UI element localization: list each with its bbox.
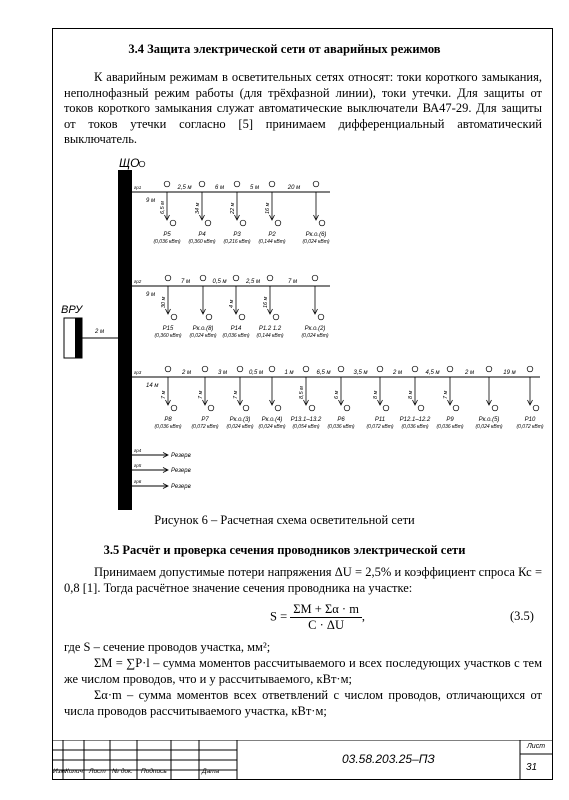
consumer-name-1-4: Р2 [268,232,276,238]
reserve-feeder-3: гр6 [134,479,142,484]
consumer-name-3-7: Р11 [374,417,386,423]
col-izm: Изм. [53,768,67,775]
feeder-first-length-3: 14 м [146,383,159,389]
consumer-power-2-3: (0,036 кВт) [222,333,250,339]
consumer-power-1-1: (0,036 кВт) [153,239,181,245]
col-signature: Подпись [141,768,167,775]
segment-length-3-5: 6,5 м [316,370,331,376]
where-line-1: где S – сечение проводов участка, мм²; [64,640,271,654]
consumer-name-1-3: Р3 [233,232,241,238]
reserve-label-1: Резерв [171,453,191,459]
feeder-first-length-1: 9 м [146,198,156,204]
input-label: ВРУ [61,304,83,316]
formula-3-5 [270,602,365,633]
feeder-first-length-2: 9 м [146,292,156,298]
formula-numerator: ΣM + Σα · m [290,602,362,618]
consumer-power-3-5: (0,054 кВт) [292,424,320,430]
consumer-power-1-4: (0,144 кВт) [258,239,286,245]
title-block [52,740,553,780]
segment-length-3-2: 3 м [217,370,228,376]
section-3-5-title: 3.5 Расчёт и проверка сечения проводников электрической сети [103,543,466,557]
col-doc: № док. [112,768,133,775]
segment-length-1-1: 2,5 м [177,185,192,191]
document-number: 03.58.203.25–ПЗ [342,752,435,766]
drop-length-1-3: 22 м [230,202,236,214]
drop-length-3-7: 8 м [373,390,379,399]
drop-length-3-1: 7 м [161,390,167,399]
feeder-label-1: гр1 [134,185,142,190]
formula-denominator: C · ΔU [308,618,344,632]
consumer-name-3-1: Р8 [164,417,172,423]
consumer-power-1-3: (0,216 кВт) [223,239,251,245]
consumer-power-3-3: (0,024 кВт) [226,424,254,430]
consumer-name-3-9: Р9 [446,417,454,423]
where-line-2: ΣM = ∑P·l – сумма моментов рассчитываемого и всех последующих участков с тем же числом проводов, что и у рассчитываемого, кВт·м; [64,656,542,686]
where-line-3: Σα·m – сумма моментов всех ответвлений с числом проводов, отличающихся от числа проводов рассчитываемого участка, кВт·м; [64,688,542,718]
col-kolich: Колич. [65,768,85,775]
consumer-power-1-2: (0,360 кВт) [188,239,216,245]
segment-length-2-3: 2,5 м [245,279,261,285]
drop-length-3-9: 7 м [443,390,449,399]
segment-length-3-1: 2 м [181,370,192,376]
consumer-name-3-8: Р12.1–12.2 [399,417,431,423]
consumer-power-3-2: (0,072 кВт) [191,424,219,430]
consumer-power-1-5: (0,024 кВт) [302,239,330,245]
reserve-feeder-2: гр5 [134,463,142,468]
drop-length-3-8: 8 м [408,390,414,399]
segment-length-1-4: 20 м [287,185,301,191]
segment-length-3-4: 1 м [284,370,294,376]
consumer-name-2-3: Р14 [230,326,242,332]
consumer-power-3-11: (0,072 кВт) [516,424,544,430]
figure-caption: Рисунок 6 – Расчетная схема осветительной сети [154,513,415,527]
drop-length-3-5: 8,5 м [299,386,305,399]
consumer-power-3-9: (0,036 кВт) [436,424,464,430]
segment-length-1-2: 6 м [214,185,225,191]
segment-length-3-10: 19 м [503,370,516,376]
consumer-name-3-5: Р13.1–13.2 [290,417,322,423]
drop-length-2-3: 4 м [229,299,235,308]
drop-length-2-4: 16 м [263,296,269,308]
col-date: Дата [202,768,220,775]
drop-length-1-2: 34 м [195,202,201,214]
consumer-name-3-10: Рк.о.(5) [478,417,500,423]
section-3-5-intro: Принимаем допустимые потери напряжения ΔU = 2,5% и коэффициент спроса Кс = 0,8 [1]. Тогда расчётное значение сечения проводника на участке: [64,565,542,595]
equation-number: (3.5) [510,609,534,623]
drop-length-1-1: 6,5 м [160,201,166,214]
segment-length-3-8: 4,5 м [425,370,440,376]
consumer-power-2-2: (0,024 кВт) [189,333,217,339]
formula-fraction [290,602,362,633]
drop-length-3-2: 7 м [198,390,204,399]
consumer-name-2-4: Р1.2 1.2 [258,326,282,332]
consumer-power-3-7: (0,072 кВт) [366,424,394,430]
consumer-name-1-2: Р4 [198,232,206,238]
formula-lhs: S = [270,609,288,624]
section-3-4-title: 3.4 Защита электрической сети от аварийных режимов [128,42,441,56]
reserve-feeder-1: гр4 [134,448,142,453]
drop-length-3-3: 7 м [233,390,239,399]
segment-length-2-2: 0,5 м [212,279,227,285]
consumer-power-3-1: (0,036 кВт) [154,424,182,430]
feeder-label-2: гр2 [134,279,142,284]
drop-length-1-4: 16 м [265,202,271,214]
consumer-power-3-8: (0,036 кВт) [401,424,429,430]
drop-length-3-6: 6 м [334,390,340,399]
input-length: 2 м [95,329,105,335]
sheet-label: Лист [527,743,546,750]
reserve-label-3: Резерв [171,484,191,490]
segment-length-1-3: 5 м [249,185,260,191]
consumer-power-3-4: (0,024 кВт) [258,424,286,430]
consumer-name-3-3: Рк.о.(3) [229,417,251,423]
consumer-name-1-5: Рк.о.(6) [305,232,327,238]
consumer-name-2-5: Рк.о.(2) [304,326,326,332]
segment-length-3-7: 2 м [392,370,403,376]
feeder-label-3: гр3 [134,370,142,375]
drop-length-2-1: 30 м [161,296,167,308]
consumer-name-3-11: Р10 [524,417,536,423]
segment-length-2-1: 7 м [180,279,191,285]
consumer-name-2-2: Рк.о.(8) [192,326,214,332]
formula-tail: , [361,609,366,624]
section-3-4-paragraph: К аварийным режимам в осветительных сетях относят: токи короткого замыкания, неполнофазный режим работы (для трёхфазной линии), токи утечки. Для защиты от токов короткого замыкания служат автоматические выключатели ВА47-29. Для защиты от токов утечки согласно [5] принимаем дифференциальный автоматический выключатель. [64,70,542,146]
consumer-power-2-1: (0,360 кВт) [154,333,182,339]
consumer-power-2-5: (0,024 кВт) [301,333,329,339]
consumer-name-3-2: Р7 [201,417,209,423]
consumer-power-3-10: (0,024 кВт) [475,424,503,430]
consumer-name-2-1: Р15 [162,326,174,332]
reserve-label-2: Резерв [171,468,191,474]
segment-length-3-9: 2 м [464,370,475,376]
panel-label: ЩО [119,156,140,170]
consumer-power-2-4: (0,144 кВт) [256,333,284,339]
segment-length-3-6: 3,5 м [353,370,368,376]
consumer-name-1-1: Р5 [163,232,171,238]
sheet-number: 31 [526,762,538,773]
consumer-name-3-4: Рк.о.(4) [261,417,283,423]
segment-length-3-3: 0,5 м [248,370,264,376]
segment-length-2-4: 7 м [287,279,298,285]
consumer-power-3-6: (0,036 кВт) [327,424,355,430]
consumer-name-3-6: Р6 [337,417,345,423]
col-list: Лист [89,768,106,775]
